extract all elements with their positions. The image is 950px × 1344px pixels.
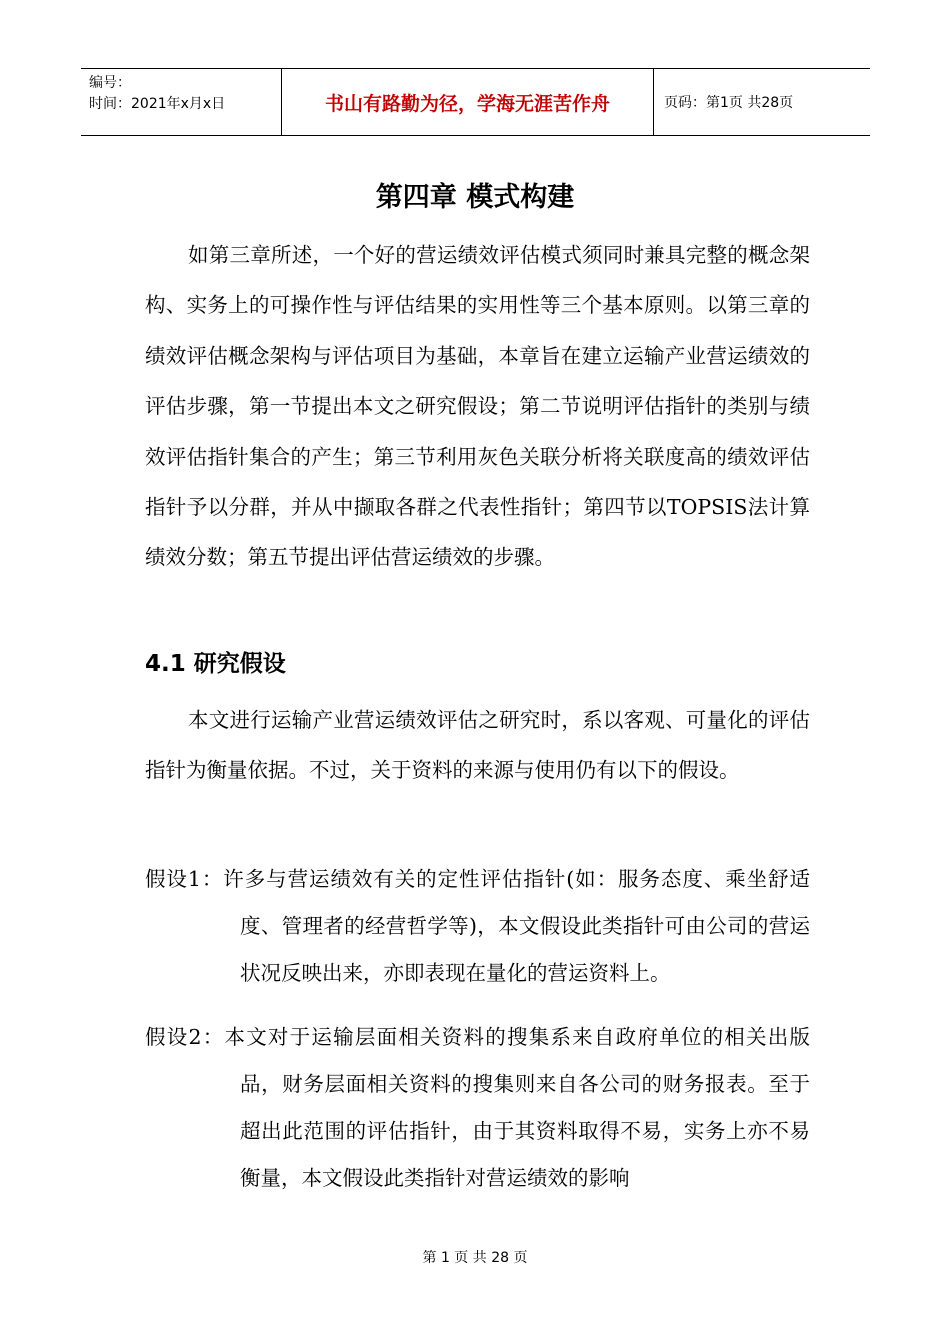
section-intro-paragraph: 本文进行运输产业营运绩效评估之研究时，系以客观、可量化的评估指针为衡量依据。不过，关于资料的来源与使用仍有以下的假设。: [145, 708, 810, 783]
header-page-info: 页码：第1页 共28页: [664, 95, 794, 111]
hypothesis-2: 假设2：本文对于运输层面相关资料的搜集系来自政府单位的相关出版品，财务层面相关资料的搜集则来自各公司的财务报表。至于超出此范围的评估指针，由于其资料取得不易，实务上亦不易衡量，本文假设此类指针对营运绩效的影响: [145, 1025, 810, 1190]
hypothesis-1: 假设1：许多与营运绩效有关的定性评估指针(如：服务态度、乘坐舒适度、管理者的经营哲学等)，本文假设此类指针可由公司的营运状况反映出来，亦即表现在量化的营运资料上。: [145, 867, 810, 985]
section-title: 4.1 研究假设: [145, 651, 286, 677]
chapter-intro-paragraph: 如第三章所述，一个好的营运绩效评估模式须同时兼具完整的概念架构、实务上的可操作性与评估结果的实用性等三个基本原则。以第三章的绩效评估概念架构与评估项目为基础，本章旨在建立运输产业营运绩效的评估步骤，第一节提出本文之研究假设；第二节说明评估指针的类别与绩效评估指针集合的产生；第三节利用灰色关联分析将关联度高的绩效评估指针予以分群，并从中撷取各群之代表性指针；第四节以TOPSIS法计算绩效分数；第五节提出评估营运绩效的步骤。: [145, 243, 810, 570]
time-label: 时间：2021年x月x日: [89, 96, 226, 112]
serial-label: 编号：: [89, 75, 131, 91]
header-motto: 书山有路勤为径，学海无涯苦作舟: [281, 69, 654, 135]
page-header: [81, 68, 870, 136]
chapter-title: 第四章 模式构建: [375, 182, 575, 213]
header-meta: [81, 69, 281, 135]
page-footer: 第 1 页 共 28 页: [422, 1250, 528, 1266]
